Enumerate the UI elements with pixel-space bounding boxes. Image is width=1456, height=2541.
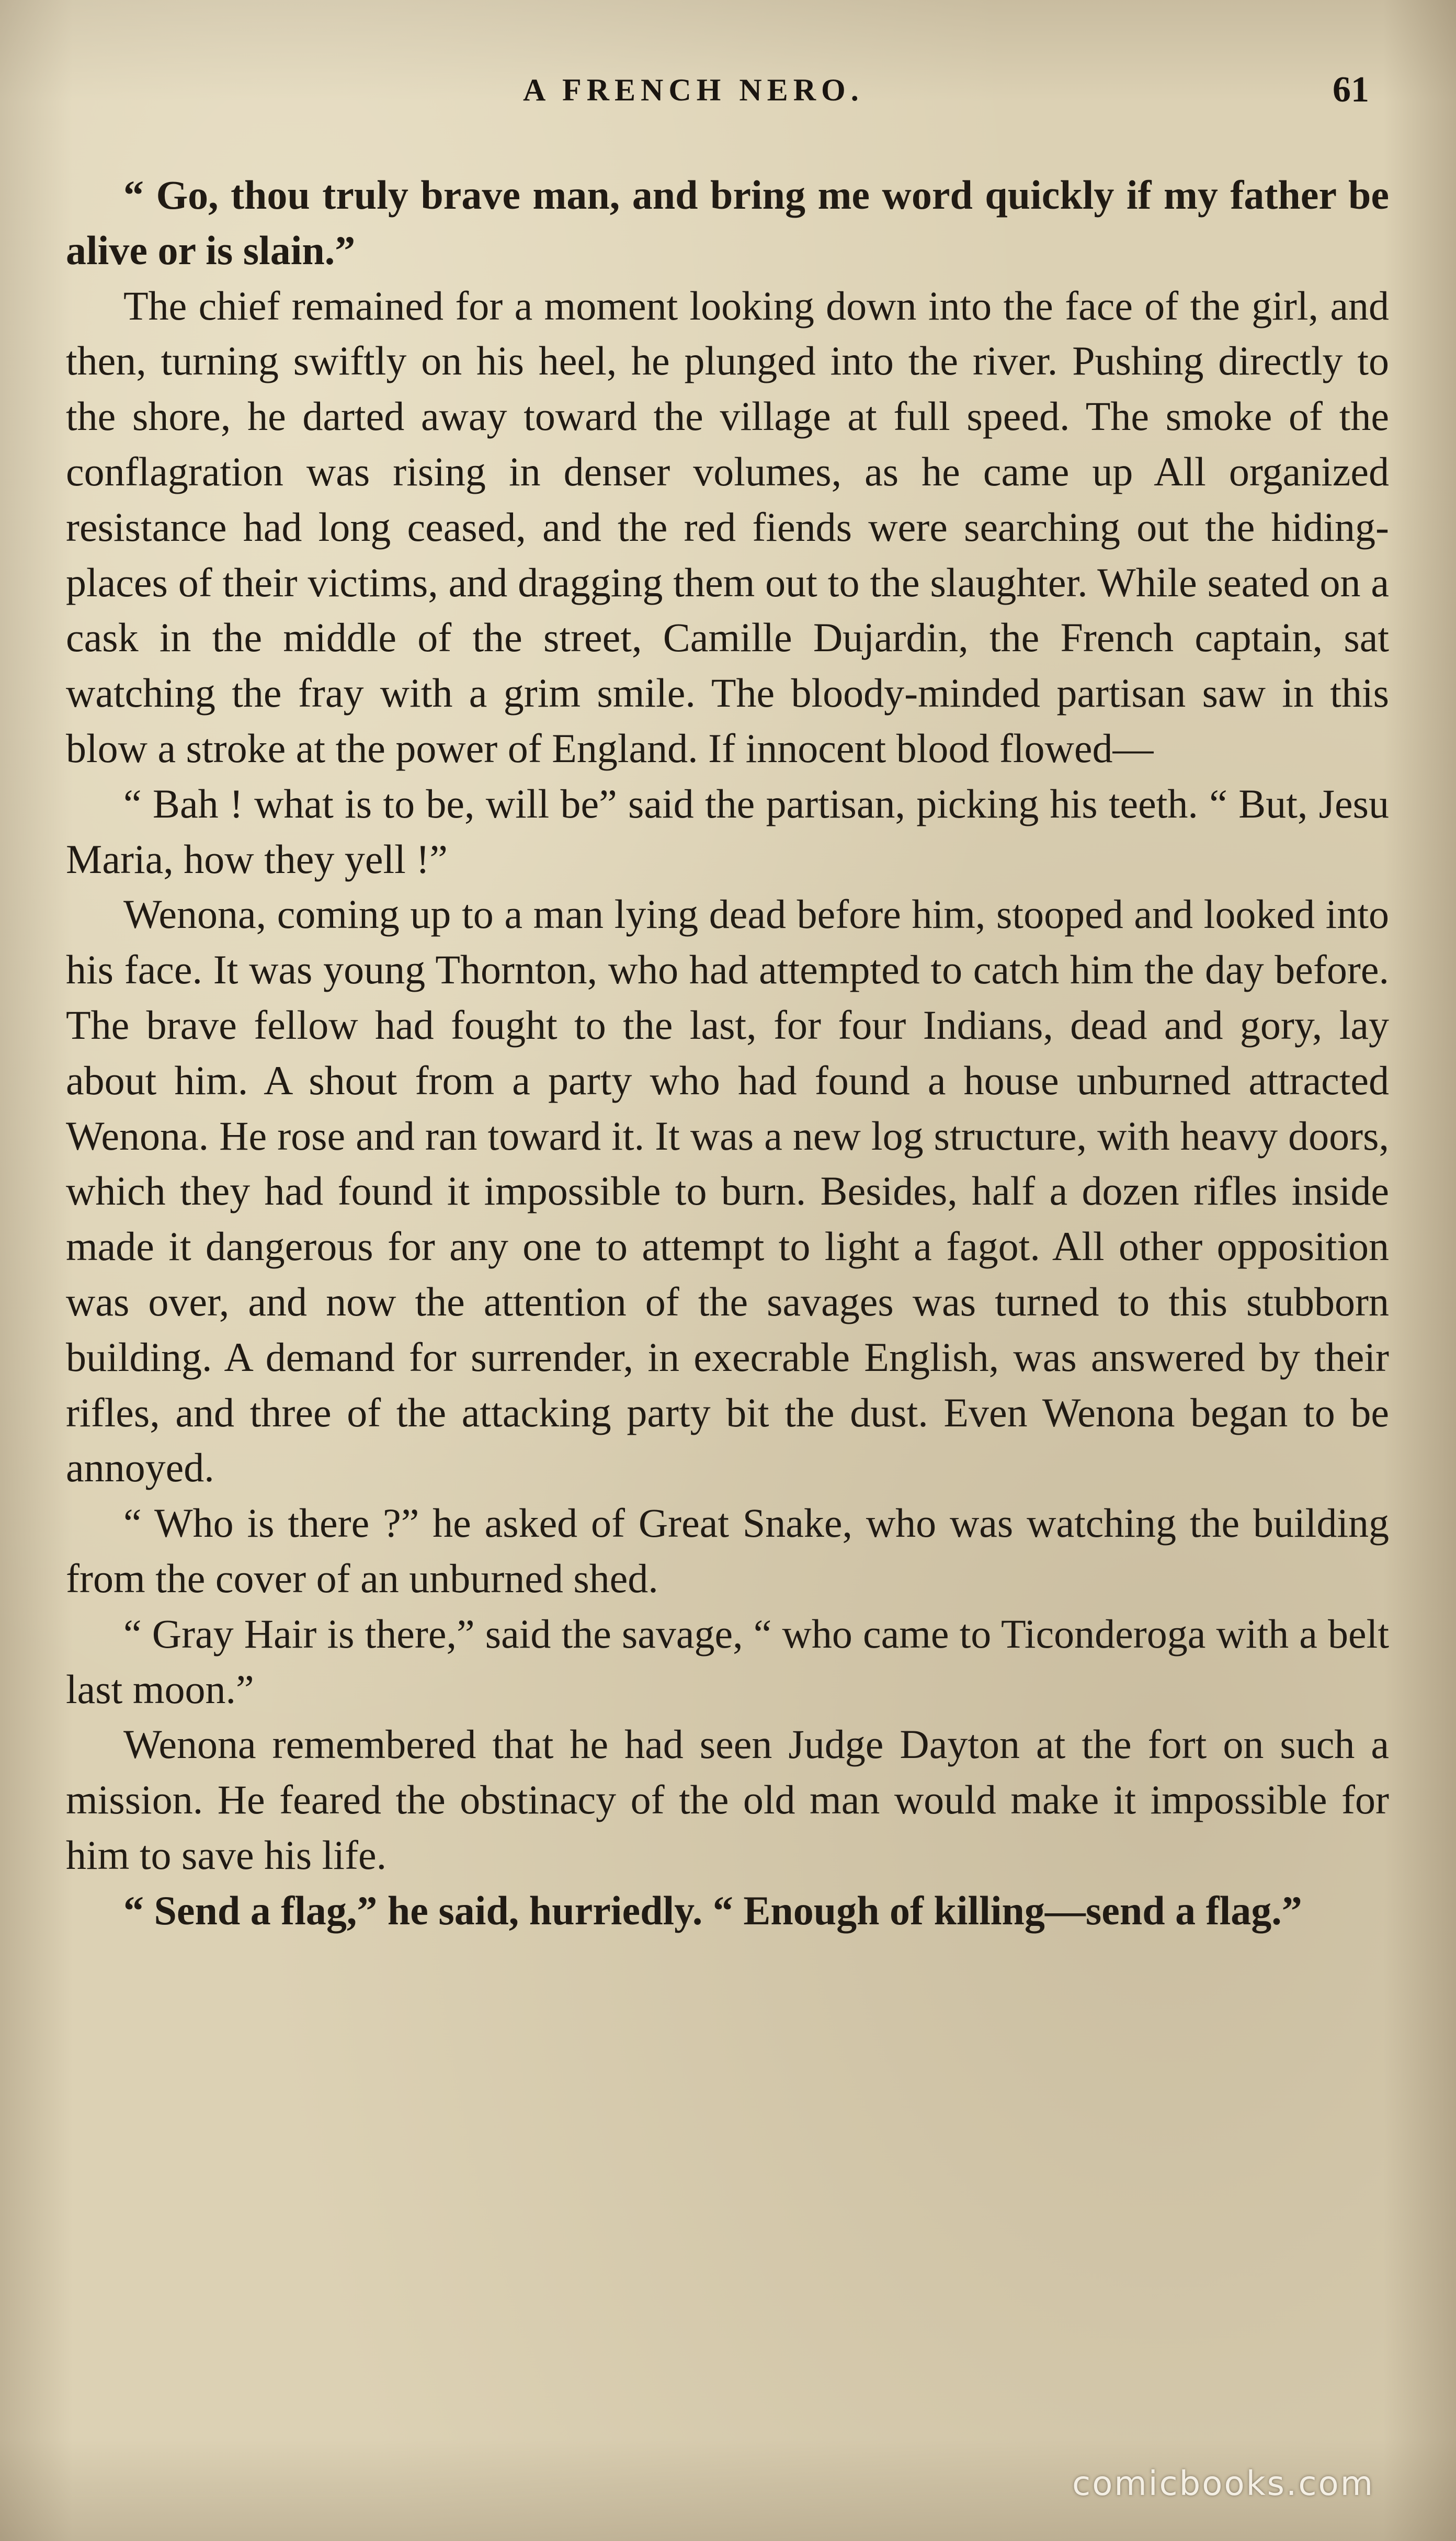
watermark: comicbooks.com: [1072, 2465, 1375, 2503]
paragraph: “ Send a flag,” he said, hurriedly. “ Enough of killing—send a flag.”: [123, 1887, 1302, 1933]
page-number: 61: [1333, 70, 1369, 110]
running-title: A FRENCH NERO.: [523, 73, 864, 107]
paragraph: “ Gray Hair is there,” said the savage, “ who came to Ticonderoga with a belt last moon.”: [66, 1610, 1389, 1712]
paragraph: “ Who is there ?” he asked of Great Snake, who was watching the building from the cover of an unburned shed.: [66, 1500, 1389, 1601]
paragraph: “ Bah ! what is to be, will be” said the partisan, picking his teeth. “ But, Jesu Maria, how they yell !”: [66, 780, 1389, 882]
body-text: [66, 167, 1389, 1938]
paragraph: Wenona, coming up to a man lying dead before him, stooped and looked into his face. It was young Thornton, who had attempted to catch him the day before. The brave fellow had fought to the last, for four Indians, dead and gory, lay about him. A shout from a party who had found a house unburned attracted Wenona. He rose and ran toward it. It was a new log structure, with heavy doors, which they had found it impossible to burn. Besides, half a dozen rifles inside made it dangerous for any one to attempt to light a fagot. All other opposition was over, and now the attention of the savages was turned to this stubborn building. A demand for surrender, in execrable English, was answered by their rifles, and three of the attacking party bit the dust. Even Wenona began to be annoyed.: [66, 891, 1389, 1491]
paragraph: Wenona remembered that he had seen Judge Dayton at the fort on such a mission. He feared the obstinacy of the old man would make it impossible for him to save his life.: [66, 1721, 1389, 1878]
paragraph: The chief remained for a moment looking down into the face of the girl, and then, turning swiftly on his heel, he plunged into the river. Pushing directly to the shore, he darted away toward the village at full speed. The smoke of the conflagration was rising in denser volumes, as he came up All organized resistance had long ceased, and the red fiends were searching out the hiding-places of their victims, and dragging them out to the slaughter. While seated on a cask in the middle of the street, Camille Dujardin, the French captain, sat watching the fray with a grim smile. The bloody-minded partisan saw in this blow a stroke at the power of England. If innocent blood flowed—: [66, 282, 1389, 771]
paragraph: “ Go, thou truly brave man, and bring me word quickly if my father be alive or is slain.”: [66, 172, 1389, 273]
running-head: [0, 72, 1456, 119]
